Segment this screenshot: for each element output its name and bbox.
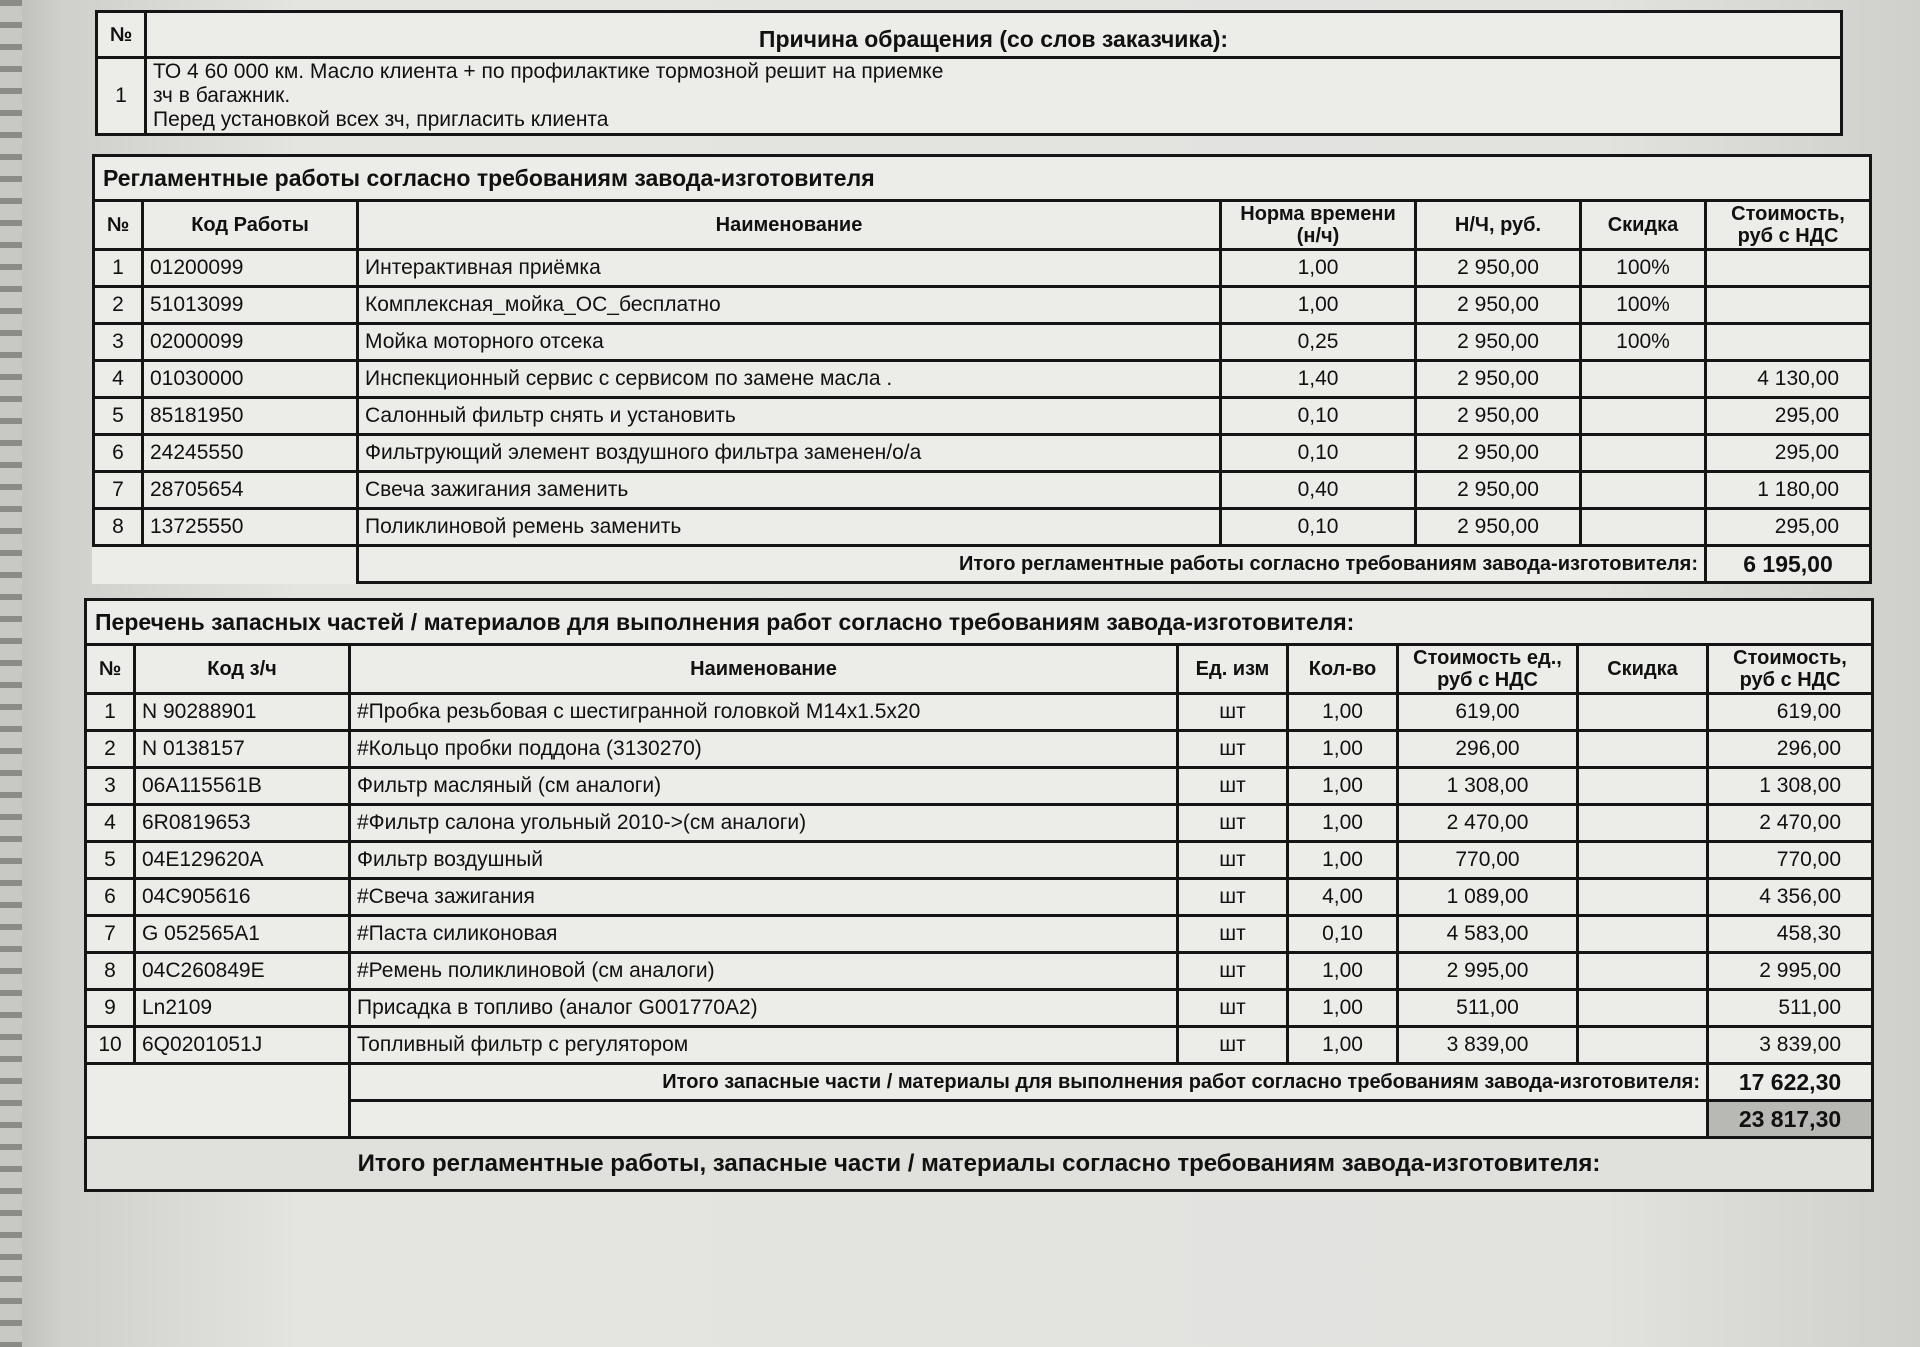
parts-table xyxy=(84,598,1874,1139)
parts-cell: #Фильтр салона угольный 2010->(см аналоги) xyxy=(350,805,1178,842)
works-cell: Интерактивная приёмка xyxy=(358,250,1221,287)
parts-cell: 7 xyxy=(86,916,135,953)
parts-cell: шт xyxy=(1178,1027,1288,1064)
parts-cell: 1,00 xyxy=(1288,842,1398,879)
table-row xyxy=(94,287,1871,324)
parts-cell: 6 xyxy=(86,879,135,916)
parts-cell: 2 995,00 xyxy=(1708,953,1873,990)
parts-cell: 1,00 xyxy=(1288,805,1398,842)
parts-cell: N 90288901 xyxy=(135,694,350,731)
parts-cell: 1 089,00 xyxy=(1398,879,1578,916)
works-cell: 01030000 xyxy=(143,361,358,398)
parts-cell: 10 xyxy=(86,1027,135,1064)
parts-header-cell: Стоимость, руб с НДС xyxy=(1708,645,1873,694)
parts-cell: 6R0819653 xyxy=(135,805,350,842)
works-total-label: Итого регламентные работы согласно требованиям завода-изготовителя: xyxy=(358,546,1706,583)
works-cell: 28705654 xyxy=(143,472,358,509)
works-cell: 100% xyxy=(1581,287,1706,324)
works-cell xyxy=(1581,472,1706,509)
parts-cell: 8 xyxy=(86,953,135,990)
works-cell: Свеча зажигания заменить xyxy=(358,472,1221,509)
table-row xyxy=(94,250,1871,287)
parts-cell xyxy=(1578,916,1708,953)
reason-line: ТО 4 60 000 км. Масло клиента + по профилактике тормозной решит на приемке xyxy=(153,60,944,83)
works-cell: 1,00 xyxy=(1221,287,1416,324)
works-cell: 0,10 xyxy=(1221,398,1416,435)
parts-cell: 770,00 xyxy=(1708,842,1873,879)
works-cell: 6 xyxy=(94,435,143,472)
works-cell: 1,40 xyxy=(1221,361,1416,398)
works-header-cell: Стоимость, руб с НДС xyxy=(1706,201,1871,250)
parts-cell: 0,10 xyxy=(1288,916,1398,953)
parts-cell: 296,00 xyxy=(1398,731,1578,768)
parts-total-label: Итого запасные части / материалы для выполнения работ согласно требованиям завода-изготовителя: xyxy=(350,1064,1708,1101)
parts-cell: шт xyxy=(1178,805,1288,842)
works-cell: 2 950,00 xyxy=(1416,250,1581,287)
parts-cell: Фильтр воздушный xyxy=(350,842,1178,879)
parts-cell: #Пробка резьбовая с шестигранной головкой M14x1.5x20 xyxy=(350,694,1178,731)
document-sheet xyxy=(0,10,1920,1192)
parts-cell: Топливный фильтр с регулятором xyxy=(350,1027,1178,1064)
table-row xyxy=(86,768,1873,805)
works-cell: 2 950,00 xyxy=(1416,435,1581,472)
parts-cell xyxy=(1578,768,1708,805)
table-row xyxy=(86,842,1873,879)
parts-cell: Присадка в топливо (аналог G001770A2) xyxy=(350,990,1178,1027)
parts-cell: 5 xyxy=(86,842,135,879)
grand-total-value: 23 817,30 xyxy=(1708,1101,1873,1138)
reason-row-num: 1 xyxy=(97,58,146,135)
works-cell: 85181950 xyxy=(143,398,358,435)
works-cell: 24245550 xyxy=(143,435,358,472)
parts-cell: 04C905616 xyxy=(135,879,350,916)
parts-header-cell: Кол-во xyxy=(1288,645,1398,694)
parts-cell: 1,00 xyxy=(1288,768,1398,805)
works-header-cell: Норма времени (н/ч) xyxy=(1221,201,1416,250)
parts-cell xyxy=(1578,694,1708,731)
parts-cell: 1 308,00 xyxy=(1398,768,1578,805)
works-cell xyxy=(1706,324,1871,361)
works-cell: 2 950,00 xyxy=(1416,287,1581,324)
parts-header-cell: Наименование xyxy=(350,645,1178,694)
works-cell: 01200099 xyxy=(143,250,358,287)
works-header-cell: Скидка xyxy=(1581,201,1706,250)
parts-cell: 1,00 xyxy=(1288,990,1398,1027)
works-cell: Поликлиновой ремень заменить xyxy=(358,509,1221,546)
works-cell: 4 xyxy=(94,361,143,398)
table-row xyxy=(94,324,1871,361)
works-cell: Фильтрующий элемент воздушного фильтра заменен/о/а xyxy=(358,435,1221,472)
works-cell: 295,00 xyxy=(1706,398,1871,435)
works-cell xyxy=(1706,250,1871,287)
parts-cell xyxy=(1578,1027,1708,1064)
works-cell xyxy=(1581,435,1706,472)
grand-total-spacer xyxy=(350,1101,1708,1138)
parts-cell: 511,00 xyxy=(1708,990,1873,1027)
parts-cell xyxy=(1578,842,1708,879)
works-cell: 02000099 xyxy=(143,324,358,361)
parts-cell xyxy=(1578,879,1708,916)
parts-header-cell: Скидка xyxy=(1578,645,1708,694)
parts-header-cell: № xyxy=(86,645,135,694)
parts-cell: 2 xyxy=(86,731,135,768)
works-cell: 0,10 xyxy=(1221,435,1416,472)
works-cell: Мойка моторного отсека xyxy=(358,324,1221,361)
works-header-cell: № xyxy=(94,201,143,250)
table-row xyxy=(86,990,1873,1027)
parts-cell: 1 308,00 xyxy=(1708,768,1873,805)
table-row xyxy=(86,953,1873,990)
parts-cell: шт xyxy=(1178,842,1288,879)
parts-cell: шт xyxy=(1178,694,1288,731)
table-row xyxy=(86,805,1873,842)
parts-header-cell: Код з/ч xyxy=(135,645,350,694)
table-row xyxy=(94,509,1871,546)
parts-cell: 1,00 xyxy=(1288,694,1398,731)
parts-cell: 770,00 xyxy=(1398,842,1578,879)
works-cell: 2 950,00 xyxy=(1416,472,1581,509)
parts-cell: #Свеча зажигания xyxy=(350,879,1178,916)
parts-cell xyxy=(1578,953,1708,990)
parts-cell: 458,30 xyxy=(1708,916,1873,953)
parts-cell: 511,00 xyxy=(1398,990,1578,1027)
works-cell: Комплексная_мойка_ОС_бесплатно xyxy=(358,287,1221,324)
works-cell: 0,40 xyxy=(1221,472,1416,509)
works-cell: 13725550 xyxy=(143,509,358,546)
works-cell: 100% xyxy=(1581,250,1706,287)
grand-total-label: Итого регламентные работы, запасные части / материалы согласно требованиям завода-изготовителя: xyxy=(84,1139,1874,1192)
parts-cell: 619,00 xyxy=(1398,694,1578,731)
parts-header-cell: Ед. изм xyxy=(1178,645,1288,694)
parts-cell: 1,00 xyxy=(1288,1027,1398,1064)
reason-table xyxy=(95,10,1843,136)
works-cell: 2 950,00 xyxy=(1416,398,1581,435)
parts-cell: 6Q0201051J xyxy=(135,1027,350,1064)
parts-cell: 296,00 xyxy=(1708,731,1873,768)
reason-text xyxy=(146,58,1842,135)
reason-num-header: № xyxy=(97,12,146,58)
table-row xyxy=(86,731,1873,768)
table-row xyxy=(94,435,1871,472)
works-cell: 0,25 xyxy=(1221,324,1416,361)
parts-cell: #Паста силиконовая xyxy=(350,916,1178,953)
table-row xyxy=(86,879,1873,916)
works-cell: Инспекционный сервис с сервисом по замене масла . xyxy=(358,361,1221,398)
works-header-cell: Н/Ч, руб. xyxy=(1416,201,1581,250)
works-cell xyxy=(1706,287,1871,324)
works-cell: 100% xyxy=(1581,324,1706,361)
works-cell: 2 950,00 xyxy=(1416,361,1581,398)
parts-cell: 3 xyxy=(86,768,135,805)
table-row xyxy=(94,361,1871,398)
parts-cell xyxy=(1578,990,1708,1027)
table-row xyxy=(86,916,1873,953)
works-cell: 1 180,00 xyxy=(1706,472,1871,509)
works-cell: 5 xyxy=(94,398,143,435)
works-header-cell: Наименование xyxy=(358,201,1221,250)
parts-cell: #Ремень поликлиновой (см аналоги) xyxy=(350,953,1178,990)
parts-cell: N 0138157 xyxy=(135,731,350,768)
works-title: Регламентные работы согласно требованиям завода-изготовителя xyxy=(94,156,1871,201)
works-cell: 3 xyxy=(94,324,143,361)
works-table xyxy=(92,154,1872,584)
parts-cell: 2 470,00 xyxy=(1708,805,1873,842)
reason-line: зч в багажник. xyxy=(153,84,291,107)
works-header-cell: Код Работы xyxy=(143,201,358,250)
works-cell: 2 950,00 xyxy=(1416,324,1581,361)
parts-cell: G 052565A1 xyxy=(135,916,350,953)
parts-cell: 619,00 xyxy=(1708,694,1873,731)
parts-cell: #Кольцо пробки поддона (3130270) xyxy=(350,731,1178,768)
parts-cell: шт xyxy=(1178,916,1288,953)
parts-total-value: 17 622,30 xyxy=(1708,1064,1873,1101)
parts-cell: 04E129620A xyxy=(135,842,350,879)
parts-cell: 4,00 xyxy=(1288,879,1398,916)
table-row xyxy=(94,398,1871,435)
parts-cell: 06A115561B xyxy=(135,768,350,805)
works-total-value: 6 195,00 xyxy=(1706,546,1871,583)
parts-cell xyxy=(1578,731,1708,768)
parts-cell: 04C260849E xyxy=(135,953,350,990)
works-cell: 4 130,00 xyxy=(1706,361,1871,398)
parts-cell: 4 583,00 xyxy=(1398,916,1578,953)
works-cell: 51013099 xyxy=(143,287,358,324)
parts-cell: 2 470,00 xyxy=(1398,805,1578,842)
works-cell: 2 950,00 xyxy=(1416,509,1581,546)
parts-header-cell: Стоимость ед., руб с НДС xyxy=(1398,645,1578,694)
parts-cell: 9 xyxy=(86,990,135,1027)
works-cell xyxy=(1581,398,1706,435)
parts-cell: шт xyxy=(1178,879,1288,916)
parts-cell: шт xyxy=(1178,990,1288,1027)
parts-cell: Фильтр масляный (см аналоги) xyxy=(350,768,1178,805)
works-cell xyxy=(1581,361,1706,398)
parts-cell: 1,00 xyxy=(1288,953,1398,990)
table-row xyxy=(86,694,1873,731)
works-cell: 0,10 xyxy=(1221,509,1416,546)
works-cell: 2 xyxy=(94,287,143,324)
reason-title: Причина обращения (со слов заказчика): xyxy=(146,12,1842,58)
parts-cell: 3 839,00 xyxy=(1398,1027,1578,1064)
parts-cell: 2 995,00 xyxy=(1398,953,1578,990)
parts-cell: 1,00 xyxy=(1288,731,1398,768)
works-cell: 8 xyxy=(94,509,143,546)
works-cell: 1,00 xyxy=(1221,250,1416,287)
parts-cell: шт xyxy=(1178,768,1288,805)
parts-cell: шт xyxy=(1178,953,1288,990)
parts-cell: 3 839,00 xyxy=(1708,1027,1873,1064)
parts-cell: шт xyxy=(1178,731,1288,768)
parts-title: Перечень запасных частей / материалов для выполнения работ согласно требованиям завода-изготовителя: xyxy=(86,600,1873,645)
table-row xyxy=(86,1027,1873,1064)
parts-cell: Ln2109 xyxy=(135,990,350,1027)
works-cell: Салонный фильтр снять и установить xyxy=(358,398,1221,435)
works-cell: 1 xyxy=(94,250,143,287)
works-cell: 295,00 xyxy=(1706,509,1871,546)
works-cell: 7 xyxy=(94,472,143,509)
parts-cell: 1 xyxy=(86,694,135,731)
table-row xyxy=(94,472,1871,509)
reason-line: Перед установкой всех зч, пригласить клиента xyxy=(153,108,609,131)
works-cell: 295,00 xyxy=(1706,435,1871,472)
parts-cell: 4 xyxy=(86,805,135,842)
parts-cell: 4 356,00 xyxy=(1708,879,1873,916)
works-cell xyxy=(1581,509,1706,546)
parts-cell xyxy=(1578,805,1708,842)
